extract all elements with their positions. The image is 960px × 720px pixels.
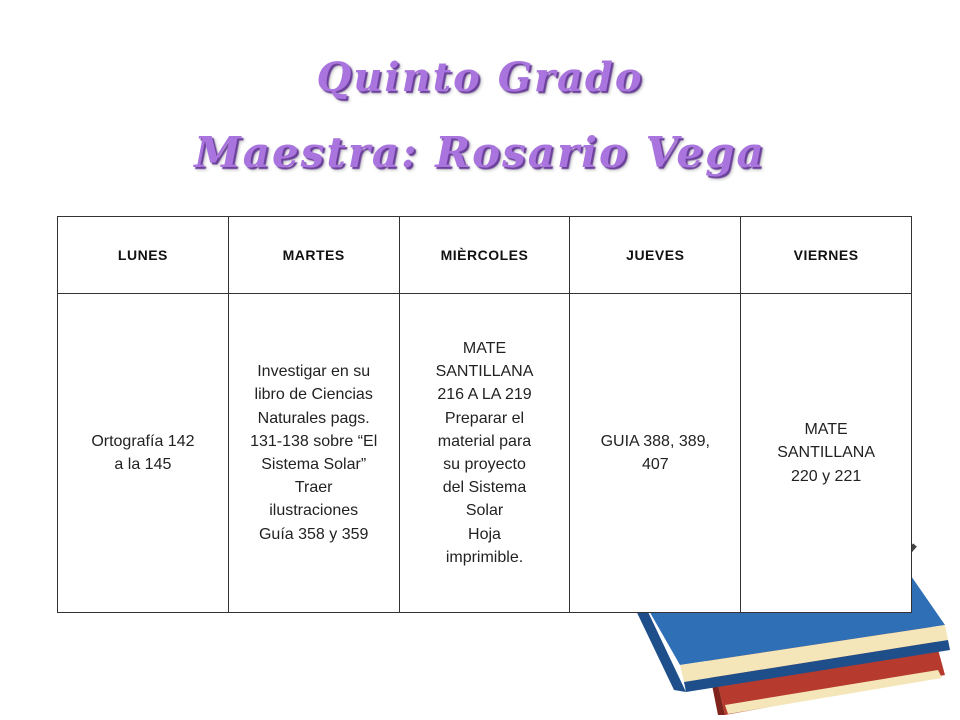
- cell-text-line: ilustraciones: [269, 502, 359, 520]
- header-friday: VIERNES: [741, 217, 912, 294]
- cell-text-line: Guía 358 y 359: [258, 525, 369, 543]
- cell-text-line: GUIA 388, 389,: [600, 432, 710, 450]
- cell-text-line: libro de Ciencias: [254, 386, 373, 404]
- cell-text-line: Preparar el: [444, 409, 525, 427]
- cell-text-line: Naturales pags.: [257, 409, 370, 427]
- slide-title-grade: Quinto Grado: [316, 54, 644, 101]
- header-monday: LUNES: [58, 217, 229, 294]
- header-wednesday: MIÈRCOLES: [399, 217, 570, 294]
- cell-text-line: SANTILLANA: [777, 444, 875, 462]
- cell-text-line: Solar: [465, 502, 504, 520]
- cell-text-line: 216 A LA 219: [437, 386, 532, 404]
- cell-text-line: 131-138 sobre “El: [250, 432, 378, 450]
- cell-wednesday: [399, 294, 570, 613]
- cell-text-line: 407: [641, 456, 669, 473]
- cell-friday: [741, 294, 912, 613]
- cell-text-line: Hoja: [468, 525, 501, 543]
- header-tuesday: MARTES: [228, 217, 399, 294]
- cell-text-line: material para: [437, 432, 532, 450]
- cell-text-line: a la 145: [114, 456, 172, 473]
- cell-text-line: imprimible.: [445, 548, 524, 566]
- cell-tuesday: [228, 294, 399, 613]
- cell-monday: [58, 294, 229, 613]
- cell-text-line: Traer: [294, 479, 333, 497]
- cell-text-line: MATE: [804, 421, 848, 439]
- slide-title-teacher: Maestra: Rosario Vega: [194, 128, 766, 177]
- cell-text-line: 220 y 221: [790, 467, 862, 485]
- schedule-row: [58, 294, 912, 613]
- cell-text-line: SANTILLANA: [435, 363, 534, 381]
- cell-text-line: del Sistema: [442, 479, 527, 497]
- cell-thursday: [570, 294, 741, 613]
- weekly-schedule-table: [57, 216, 912, 613]
- header-thursday: JUEVES: [570, 217, 741, 294]
- cell-text-line: Sistema Solar”: [261, 456, 367, 473]
- cell-text-line: Investigar en su: [257, 363, 371, 381]
- cell-text-line: su proyecto: [443, 456, 526, 473]
- schedule-header-row: [58, 217, 912, 294]
- cell-text-line: MATE: [462, 340, 507, 358]
- cell-text-line: Ortografía 142: [91, 432, 195, 450]
